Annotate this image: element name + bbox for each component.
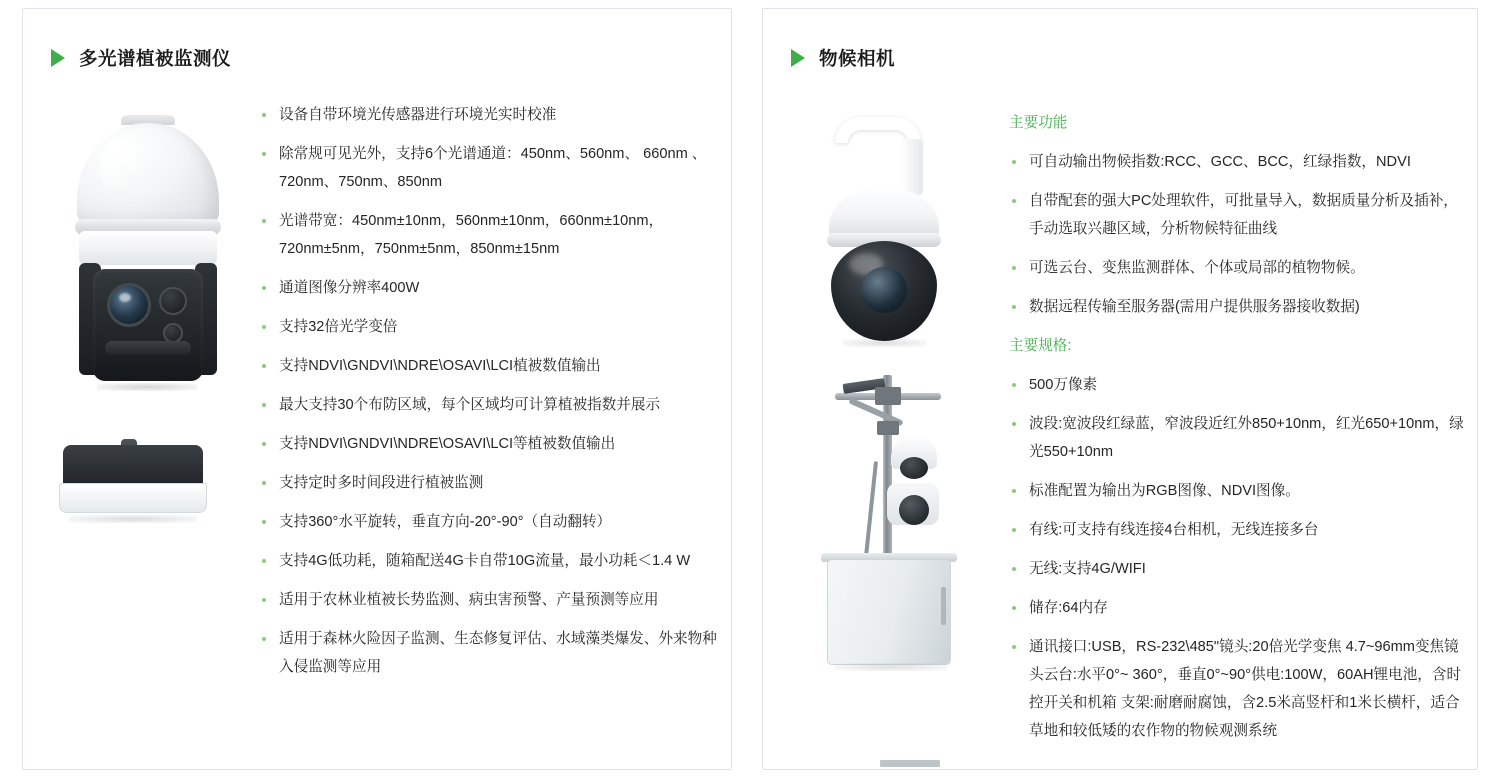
section-heading-main-functions: 主要功能 (1009, 115, 1068, 131)
station-cable (864, 461, 878, 557)
camera-ir-illuminator-b (163, 323, 183, 343)
station-clamp-lower (877, 421, 899, 435)
list-item: 光谱带宽：450nm±10nm，560nm±10nm，660nm±10nm，720nm±5nm，750nm±5nm，850nm±15nm (259, 207, 729, 263)
right-panel-heading (763, 9, 1477, 71)
station-shadow (835, 663, 947, 671)
list-item: 数据远程传输至服务器(需用户提供服务器接收数据) (1009, 293, 1471, 321)
play-triangle-icon (51, 49, 65, 67)
field-station-cabinet-photo (791, 375, 991, 665)
right-function-list (1009, 148, 1471, 321)
camera-lens-icon (107, 283, 151, 327)
list-item: 除常规可见光外，支持6个光谱通道：450nm、560nm、 660nm 、720nm、750nm、850nm (259, 140, 729, 196)
camera-ir-illuminator-a (159, 287, 187, 315)
list-item: 可自动输出物候指数:RCC、GCC、BCC，红绿指数，NDVI (1009, 148, 1471, 176)
station-clamp-upper (875, 387, 901, 405)
list-item: 可选云台、变焦监测群体、个体或局部的植物物候。 (1009, 254, 1471, 282)
left-text-column (259, 79, 729, 692)
phenology-speed-dome-camera-photo (801, 113, 981, 333)
camera-head (93, 269, 203, 381)
multispectral-ptz-camera-photo (63, 115, 233, 395)
list-item: 适用于农林业植被长势监测、病虫害预警、产量预测等应用 (259, 586, 729, 614)
list-item: 波段:宽波段红绿蓝，窄波段近红外850+10nm，红光650+10nm，绿光550+10nm (1009, 410, 1471, 466)
list-item: 有线:可支持有线连接4台相机，无线连接多台 (1009, 516, 1471, 544)
cabinet-label-plate (880, 760, 940, 767)
list-item: 自带配套的强大PC处理软件，可批量导入，数据质量分析及插补，手动选取兴趣区域，分析物候特征曲线 (1009, 187, 1471, 243)
camera-shadow (97, 383, 197, 391)
cabinet-hinge (941, 587, 946, 625)
dome-ball (831, 241, 937, 341)
station-dome-camera (891, 435, 937, 469)
list-item: 无线:支持4G/WIFI (1009, 555, 1471, 583)
list-item: 标准配置为输出为RGB图像、NDVI图像。 (1009, 477, 1471, 505)
panel-phenology-camera (762, 8, 1478, 770)
list-item: 设备自带环境光传感器进行环境光实时校准 (259, 101, 729, 129)
station-second-camera (887, 483, 939, 525)
camera-mid-housing (79, 231, 217, 265)
left-panel-heading (23, 9, 731, 71)
left-panel-title: 多光谱植被监测仪 (79, 48, 232, 69)
list-item: 支持NDVI\GNDVI\NDRE\OSAVI\LCI等植被数值输出 (259, 430, 729, 458)
dome-lens-icon (861, 267, 907, 313)
list-item: 支持定时多时间段进行植被监测 (259, 469, 729, 497)
left-image-column (23, 79, 259, 692)
right-spec-list (1009, 371, 1471, 745)
logger-shadow (69, 515, 197, 523)
dome-upper-housing (829, 187, 939, 239)
right-panel-title: 物候相机 (819, 48, 896, 69)
section-heading-main-specs: 主要规格: (1009, 338, 1072, 354)
left-feature-list (259, 101, 729, 681)
right-panel-content (763, 71, 1477, 756)
list-item: 支持NDVI\GNDVI\NDRE\OSAVI\LCI植被数值输出 (259, 352, 729, 380)
panel-multispectral-vegetation-monitor (22, 8, 732, 770)
camera-upper-housing (77, 123, 219, 227)
right-image-column (763, 79, 1009, 756)
logger-lid (63, 445, 203, 485)
list-item: 支持4G低功耗，随箱配送4G卡自带10G流量，最小功耗＜1.4 W (259, 547, 729, 575)
list-item: 支持360°水平旋转，垂直方向-20°-90°（自动翻转） (259, 508, 729, 536)
list-item: 适用于森林火险因子监测、生态修复评估、水域藻类爆发、外来物种入侵监测等应用 (259, 625, 729, 681)
list-item: 最大支持30个布防区域，每个区域均可计算植被指数并展示 (259, 391, 729, 419)
left-panel-content (23, 71, 731, 692)
play-triangle-icon (791, 49, 805, 67)
data-logger-box-photo (55, 439, 211, 525)
dome-neck (901, 139, 923, 195)
logger-body (59, 483, 207, 513)
list-item: 支持32倍光学变倍 (259, 313, 729, 341)
list-item: 500万像素 (1009, 371, 1471, 399)
cabinet-enclosure (827, 559, 951, 665)
camera-light-strip (105, 341, 191, 355)
right-text-column (1009, 79, 1471, 756)
list-item: 储存:64内存 (1009, 594, 1471, 622)
list-item: 通讯接口:USB，RS-232\485"镜头:20倍光学变焦 4.7~96mm变焦镜头云台:水平0°~ 360°，垂直0°~90°供电:100W，60AH锂电池，含时控开关和机箱 支架:耐磨耐腐蚀，含2.5米高竖杆和1米长横杆，适合草地和较低矮的农作物的物候观测系统 (1009, 633, 1471, 745)
dome-shadow (843, 339, 927, 347)
list-item: 通道图像分辨率400W (259, 274, 729, 302)
